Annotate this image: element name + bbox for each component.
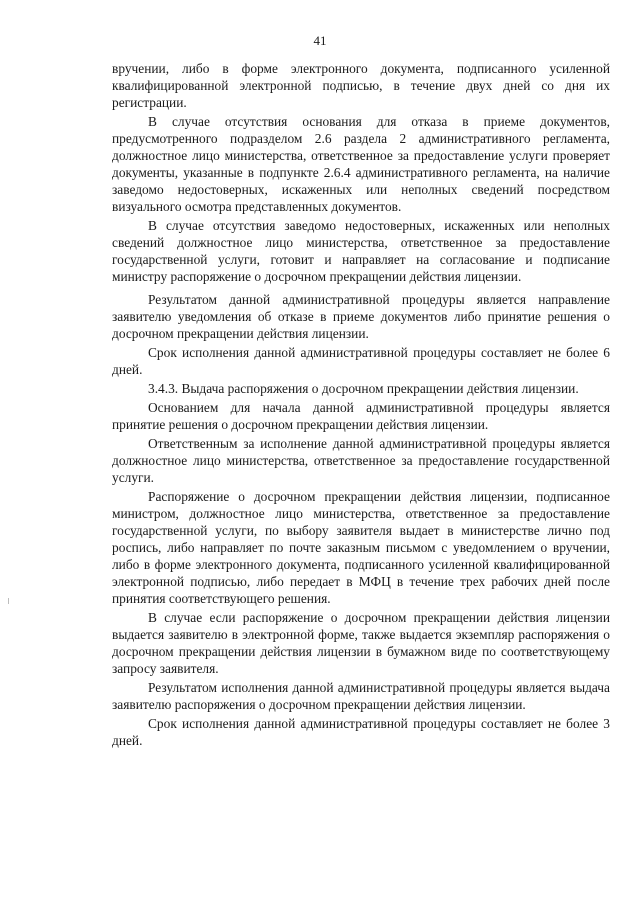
section-heading: 3.4.3. Выдача распоряжения о досрочном прекращении действия лицензии. <box>148 381 579 396</box>
page-number: 41 <box>313 33 327 48</box>
paragraph: В случае отсутствия основания для отказа в приеме документов, предусмотренного подразделом 2.6 раздела 2 административного регламента, должностное лицо министерства, ответственное за предоставление услуги проверяет документы, указанные в подпункте 2.6.4 административного регламента, на наличие заведомо недостоверных, искаженных или неполных сведений посредством визуального осмотра представленных документов. <box>112 114 610 214</box>
scan-artifact <box>8 598 9 604</box>
paragraph: В случае отсутствия заведомо недостоверных, искаженных или неполных сведений должностное лицо министерства, ответственное за предоставление государственной услуги, готовит и направляет на согласование и подписание министру распоряжение о досрочном прекращении действия лицензии. <box>112 218 610 284</box>
paragraph: Ответственным за исполнение данной административной процедуры является должностное лицо министерства, ответственное за предоставление государственной услуги. <box>112 436 610 485</box>
paragraph: В случае если распоряжение о досрочном прекращении действия лицензии выдается заявителю в электронной форме, также выдается экземпляр распоряжения о досрочном прекращении действия лицензии в бумажном виде по соответствующему запросу заявителя. <box>112 610 610 676</box>
paragraph: Результатом данной административной процедуры является направление заявителю уведомления об отказе в приеме документов либо принятие решения о досрочном прекращении действия лицензии. <box>112 292 610 341</box>
paragraph: Распоряжение о досрочном прекращении действия лицензии, подписанное министром, должностное лицо министерства, ответственное за предоставление государственной услуги, по выбору заявителя выдает в министерстве лично под роспись, либо направляет по почте заказным письмом с уведомлением о вручении, либо в форме электронного документа, подписанного усиленной квалифицированной электронной подписью, либо передает в МФЦ в течение трех рабочих дней после принятия соответствующего решения. <box>112 489 610 606</box>
paragraph: Срок исполнения данной административной процедуры составляет не более 3 дней. <box>112 716 610 748</box>
document-body <box>112 60 610 751</box>
paragraph: Основанием для начала данной административной процедуры является принятие решения о досрочном прекращении действия лицензии. <box>112 400 610 432</box>
paragraph: Результатом исполнения данной административной процедуры является выдача заявителю распоряжения о досрочном прекращении действия лицензии. <box>112 680 610 712</box>
paragraph: Срок исполнения данной административной процедуры составляет не более 6 дней. <box>112 345 610 377</box>
paragraph-continuation: вручении, либо в форме электронного документа, подписанного усиленной квалифицированной электронной подписью, в течение двух дней со дня их регистрации. <box>112 61 610 110</box>
